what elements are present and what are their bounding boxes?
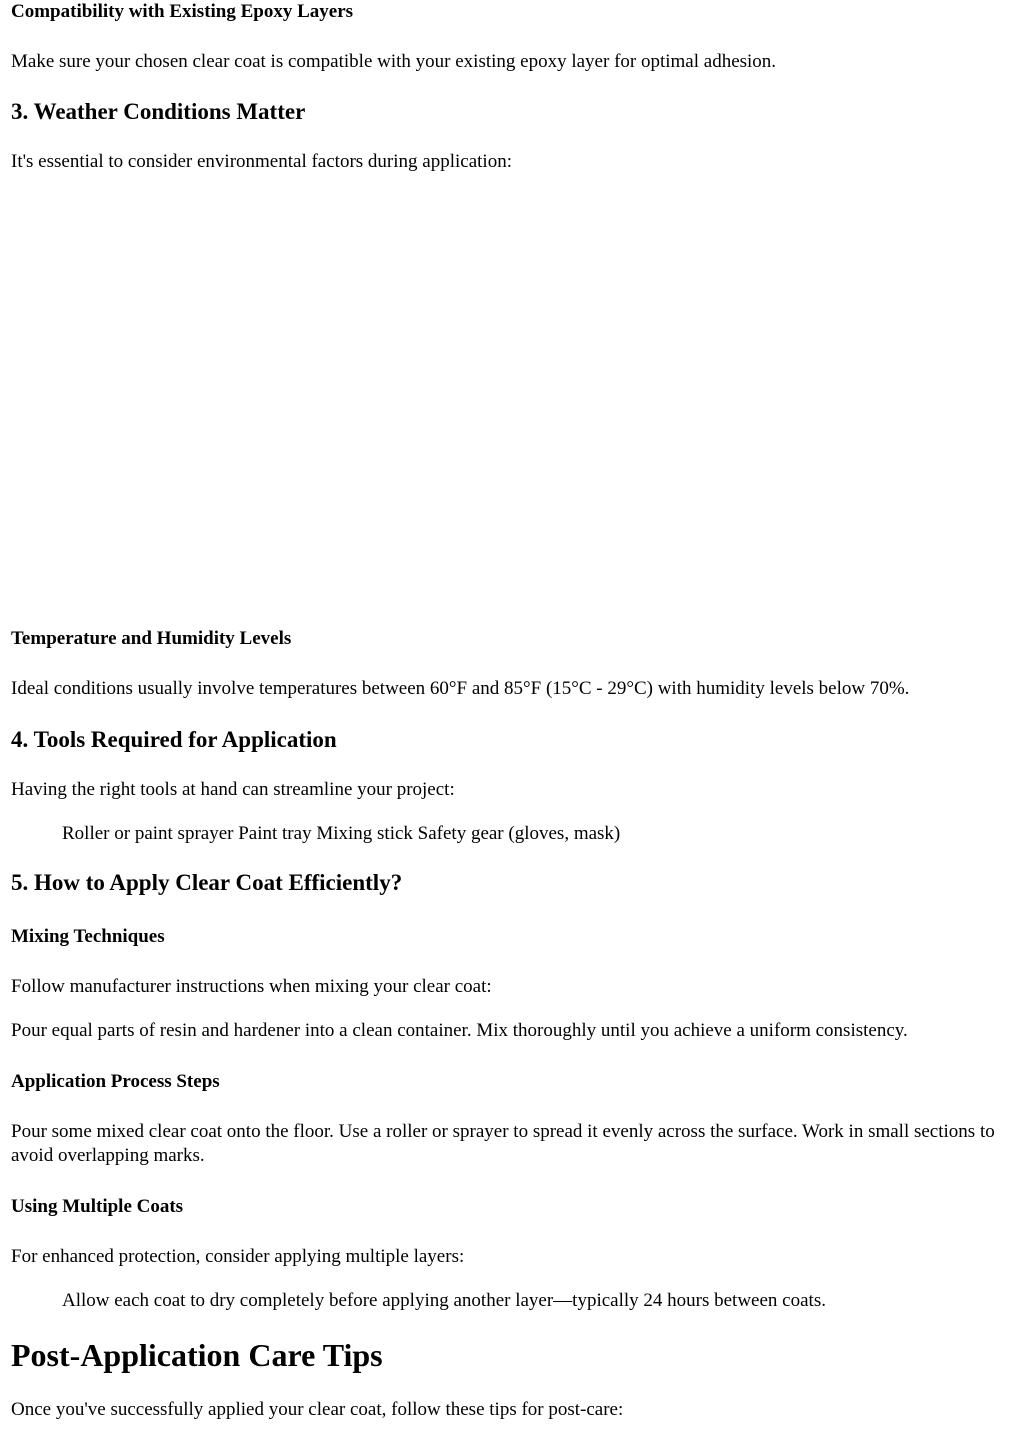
tools-paragraph: Having the right tools at hand can streamline your project: (11, 779, 455, 800)
mixing-steps: Pour equal parts of resin and hardener into a clean container. Mix thoroughly until you achieve a uniform consistency. (11, 1020, 908, 1041)
care-paragraph: Once you've successfully applied your clear coat, follow these tips for post-care: (11, 1399, 624, 1420)
coats-heading: Using Multiple Coats (11, 1196, 184, 1217)
process-heading: Application Process Steps (11, 1071, 220, 1092)
coats-paragraph: For enhanced protection, consider applying multiple layers: (11, 1246, 465, 1267)
weather-paragraph: It's essential to consider environmental factors during application: (11, 151, 512, 172)
coats-list: Allow each coat to dry completely before applying another layer—typically 24 hours between coats. (62, 1290, 826, 1311)
compat-paragraph: Make sure your chosen clear coat is compatible with your existing epoxy layer for optimal adhesion. (11, 51, 777, 72)
weather-heading: 3. Weather Conditions Matter (11, 99, 306, 124)
compat-heading: Compatibility with Existing Epoxy Layers (11, 1, 354, 22)
process-paragraph: Pour some mixed clear coat onto the floor. Use a roller or sprayer to spread it evenly across the surface. Work in small sections to avoid overlapping marks. (11, 1121, 995, 1166)
temp-paragraph: Ideal conditions usually involve temperatures between 60°F and 85°F (15°C - 29°C) with humidity levels below 70%. (11, 678, 910, 699)
apply-heading: 5. How to Apply Clear Coat Efficiently? (11, 870, 403, 895)
mixing-paragraph: Follow manufacturer instructions when mixing your clear coat: (11, 976, 492, 997)
mixing-heading: Mixing Techniques (11, 926, 165, 947)
tools-heading: 4. Tools Required for Application (11, 727, 337, 752)
care-heading: Post-Application Care Tips (11, 1337, 383, 1373)
temp-heading: Temperature and Humidity Levels (11, 628, 292, 649)
tools-list: Roller or paint sprayer Paint tray Mixing stick Safety gear (gloves, mask) (62, 823, 621, 844)
